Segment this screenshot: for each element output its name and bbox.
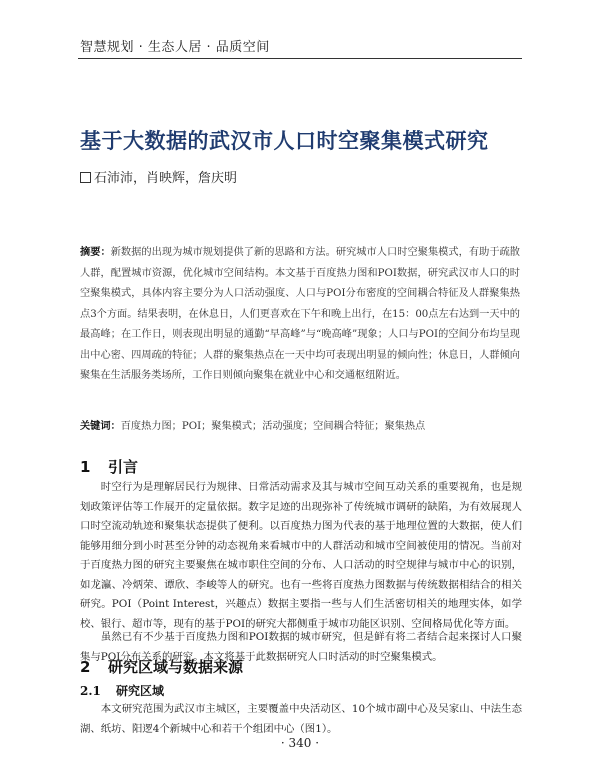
subsection-heading bbox=[80, 682, 164, 699]
keywords-text: 百度热力图；POI；聚集模式；活动强度；空间耦合特征；聚集热点 bbox=[120, 421, 426, 432]
author-line bbox=[80, 167, 237, 186]
author-names: 石沛沛，肖映辉，詹庆明 bbox=[94, 171, 238, 186]
subsection-number: 2.1 bbox=[80, 684, 101, 698]
section-number: 2 bbox=[80, 658, 91, 676]
subsection-title: 研究区域 bbox=[116, 684, 165, 698]
section-heading-intro bbox=[80, 456, 138, 477]
article-title: 基于大数据的武汉市人口时空聚集模式研究 bbox=[80, 129, 489, 153]
abstract bbox=[80, 242, 520, 387]
section-title: 研究区域与数据来源 bbox=[108, 658, 244, 676]
study-area-paragraph: 本文研究范围为武汉市主城区，主要覆盖中央活动区、10个城市副中心及吴家山、中法生态湖、纸坊、阳逻4个新城中心和若干个组团中心（图1）。 bbox=[80, 703, 522, 735]
intro-paragraph-1: 时空行为是理解居民行为规律、日常活动需求及其与城市空间互动关系的重要视角，也是规划政策评估等工作展开的定量依据。数字足迹的出现弥补了传统城市调研的缺陷，为有效展现人口时空流动轨迹和聚集状态提供了便利。以百度热力图为代表的基于地理位置的大数据，使人们能够用细分到小时甚至分钟的动态视角来看城市中的人群活动和城市空间被使用的情况。当前对于百度热力图的研究主要聚焦在城市职住空间的分布、人口活动的时空规律与城市中心的识别，如龙瀛、冷炳荣、谭欣、李峻等人的研究。也有一些将百度热力图数据与传统数据相结合的相关研究。POI（Point Interest，兴趣点）数据主要指一些与人们生活密切相关的地理实体，如学校、银行、超市等，现有的基于POI的研究大都侧重于城市功能区识别、空间格局优化等方面。 bbox=[80, 481, 522, 630]
running-header: 智慧规划 · 生态人居 · 品质空间 bbox=[80, 40, 270, 55]
section-heading-study-area bbox=[80, 656, 243, 677]
section-number: 1 bbox=[80, 458, 91, 476]
keywords bbox=[80, 416, 520, 437]
section-title: 引言 bbox=[108, 458, 139, 476]
author-marker-icon bbox=[80, 172, 91, 183]
intro-paragraph-2: 虽然已有不少基于百度热力图和POI数据的城市研究，但是鲜有将二者结合起来探讨人口聚集与POI分布关系的研究。本文将基于此数据研究人口时活动的时空聚集模式。 bbox=[80, 631, 522, 663]
abstract-label: 摘要： bbox=[80, 246, 111, 258]
header-divider bbox=[78, 58, 522, 59]
page-number: · 340 · bbox=[280, 736, 320, 750]
abstract-text: 新数据的出现为城市规划提供了新的思路和方法。研究城市人口时空聚集模式，有助于疏散人群，配置城市资源，优化城市空间结构。本文基于百度热力图和POI数据，研究武汉市人口的时空聚集模式，具体内容主要分为人口活动强度、人口与POI分布密度的空间耦合特征及人群聚集热点3个方面。结果表明，在休息日，人们更喜欢在下午和晚上出行，在15：00点左右达到一天中的最高峰；在工作日，则表现出明显的通勤“早高峰”与“晚高峰”现象；人口与POI的空间分布均呈现出中心密、四周疏的特征；人群的聚集热点在一天中均可表现出明显的倾向性；休息日，人群倾向聚集在生活服务类场所，工作日则倾向聚集在就业中心和交通枢纽附近。 bbox=[80, 247, 520, 381]
keywords-label: 关键词： bbox=[80, 420, 121, 432]
